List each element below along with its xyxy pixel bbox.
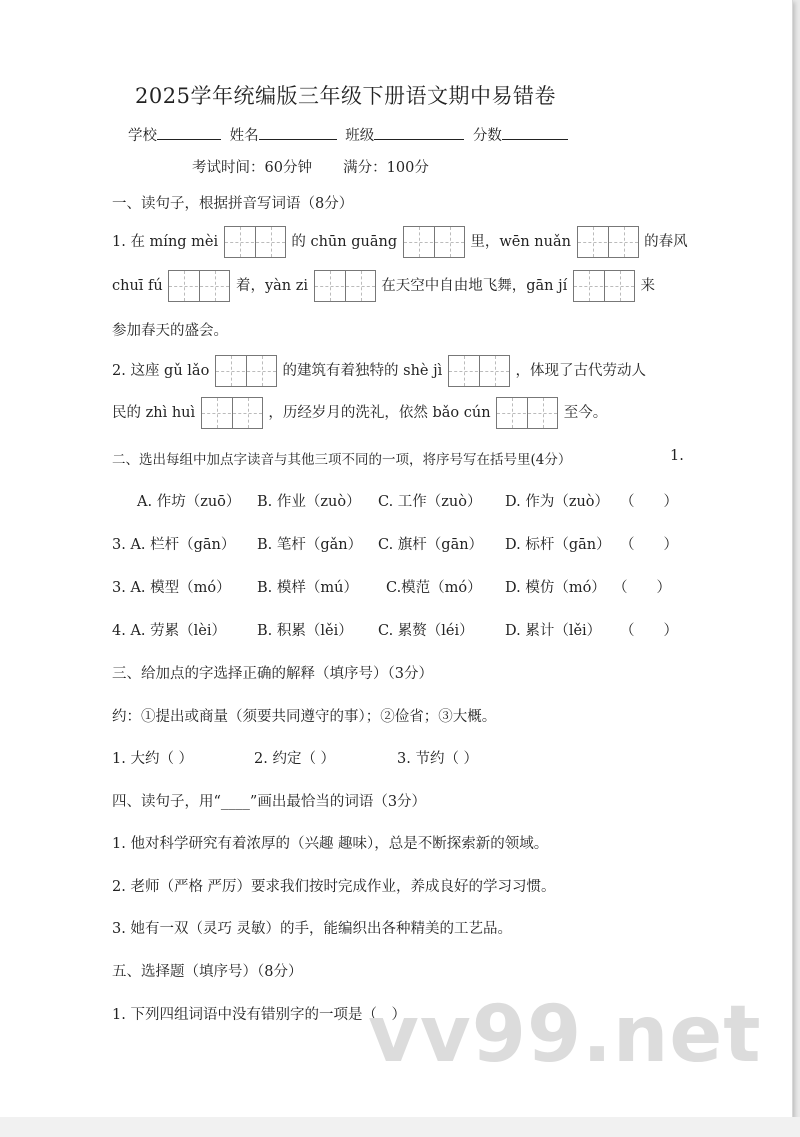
- section1-q2-line2: [112, 397, 607, 429]
- answer-paren[interactable]: （ ）: [620, 623, 678, 639]
- section3-definition: 约：①提出或商量（须要共同遵守的事）；②俭省；③大概。: [112, 709, 497, 725]
- s4-item-2: 2. 老师（严格 严厉）要求我们按时完成作业，养成良好的学习习惯。: [112, 879, 556, 895]
- q1-text-5: chuī fú: [112, 278, 163, 294]
- section1-q1-line1: [112, 226, 688, 258]
- page-title: 2025学年统编版三年级下册语文期中易错卷: [135, 84, 556, 108]
- s2-row-1: [137, 490, 240, 511]
- s2-row-4-c: C. 累赘（léi）: [378, 623, 474, 639]
- s2-row-3-d: D. 模仿（mó）: [505, 580, 606, 596]
- score-label: 分数: [472, 128, 502, 144]
- q2-text-3: ，体现了古代劳动人: [515, 363, 646, 379]
- s2-option-a: A. 作坊（zuō）: [137, 494, 241, 510]
- answer-grid[interactable]: [314, 270, 376, 302]
- section1-q1-line2: [112, 270, 655, 302]
- q1-text-8: 来: [640, 278, 655, 294]
- section3-heading: 三、给加点的字选择正确的解释（填序号）（3分）: [112, 666, 433, 682]
- s2-row-2-a: 3. A. 栏杆（gān）: [112, 537, 236, 553]
- section4-heading: 四、读句子，用“____”画出最恰当的词语（3分）: [112, 794, 427, 810]
- viewer-bottom-bar: [0, 1117, 800, 1137]
- s2-row-3-b: B. 模样（mú）: [257, 580, 358, 596]
- name-label: 姓名: [229, 128, 259, 144]
- full-score: 满分：100分: [343, 160, 429, 176]
- class-blank[interactable]: [374, 125, 464, 140]
- s2-row-4-b: B. 积累（lěi）: [257, 623, 353, 639]
- answer-grid[interactable]: [201, 397, 263, 429]
- school-label: 学校: [128, 128, 157, 144]
- q1-text-3: 里，wēn nuǎn: [470, 234, 571, 250]
- q1-text-6: 着，yàn zi: [235, 278, 309, 294]
- q2-text-5: ，历经岁月的洗礼，依然 bǎo cún: [268, 405, 491, 421]
- answer-paren[interactable]: （ ）: [620, 494, 678, 510]
- answer-grid[interactable]: [448, 355, 510, 387]
- s2-row-1-c: C. 工作（zuò）: [378, 494, 482, 510]
- name-blank[interactable]: [259, 125, 337, 140]
- school-blank[interactable]: [157, 125, 221, 140]
- s2-row-3-c: C.模范（mó）: [386, 580, 482, 596]
- q2-text-4: 民的 zhì huì: [112, 405, 196, 421]
- student-info-row: [128, 124, 572, 145]
- answer-grid[interactable]: [573, 270, 635, 302]
- answer-grid[interactable]: [403, 226, 465, 258]
- q1-text-2: 的 chūn guāng: [291, 234, 398, 250]
- s2-row-2-b: B. 笔杆（gǎn）: [257, 537, 363, 553]
- answer-grid[interactable]: [215, 355, 277, 387]
- s2-row-4-a: 4. A. 劳累（lèi）: [112, 623, 226, 639]
- s2-row-1-b: B. 作业（zuò）: [257, 494, 361, 510]
- watermark: vv99.net: [368, 990, 762, 1080]
- q2-text-6: 至今。: [563, 405, 608, 421]
- s2-row-1-d: D. 作为（zuò）: [505, 494, 610, 510]
- section1-heading: 一、读句子，根据拼音写词语（8分）: [112, 196, 354, 212]
- answer-grid[interactable]: [224, 226, 286, 258]
- s4-item-3: 3. 她有一双（灵巧 灵敏）的手，能编织出各种精美的工艺品。: [112, 921, 513, 937]
- s3-item-3[interactable]: 3. 节约（ ）: [397, 751, 479, 767]
- answer-paren[interactable]: （ ）: [620, 537, 678, 553]
- q2-text-1: 2. 这座 gǔ lǎo: [112, 363, 210, 379]
- s2-row-2-c: C. 旗杆（gān）: [378, 537, 484, 553]
- answer-paren[interactable]: （ ）: [613, 580, 671, 596]
- answer-grid[interactable]: [168, 270, 230, 302]
- section2-heading: 二、选出每组中加点字读音与其他三项不同的一项，将序号写在括号里(4分）: [112, 452, 572, 468]
- s2-row-4-d: D. 累计（lěi）: [505, 623, 602, 639]
- q1-text-4: 的春风: [644, 234, 688, 250]
- s3-item-2[interactable]: 2. 约定（ ）: [254, 751, 336, 767]
- class-label: 班级: [345, 128, 375, 144]
- s3-item-1[interactable]: 1. 大约（ ）: [112, 751, 194, 767]
- exam-info-row: [192, 156, 429, 177]
- section1-q2-line1: [112, 355, 646, 387]
- answer-grid[interactable]: [577, 226, 639, 258]
- s4-item-1: 1. 他对科学研究有着浓厚的（兴趣 趣味），总是不断探索新的领域。: [112, 836, 549, 852]
- section5-heading: 五、选择题（填序号）（8分）: [112, 964, 303, 980]
- s5-q1: 1. 下列四组词语中没有错别字的一项是（ ）: [112, 1007, 406, 1023]
- s2-row-2-d: D. 标杆（gān）: [505, 537, 611, 553]
- q2-text-2: 的建筑有着独特的 shè jì: [282, 363, 443, 379]
- s2-row-3-a: 3. A. 模型（mó）: [112, 580, 231, 596]
- answer-grid[interactable]: [496, 397, 558, 429]
- q1-text-9: 参加春天的盛会。: [112, 323, 228, 339]
- section2-heading-tail: 1.: [670, 448, 684, 464]
- q1-text-1: 1. 在 míng mèi: [112, 234, 219, 250]
- score-blank[interactable]: [502, 125, 568, 140]
- exam-time: 考试时间：60分钟: [192, 160, 312, 176]
- q1-text-7: 在天空中自由地飞舞，gān jí: [381, 278, 568, 294]
